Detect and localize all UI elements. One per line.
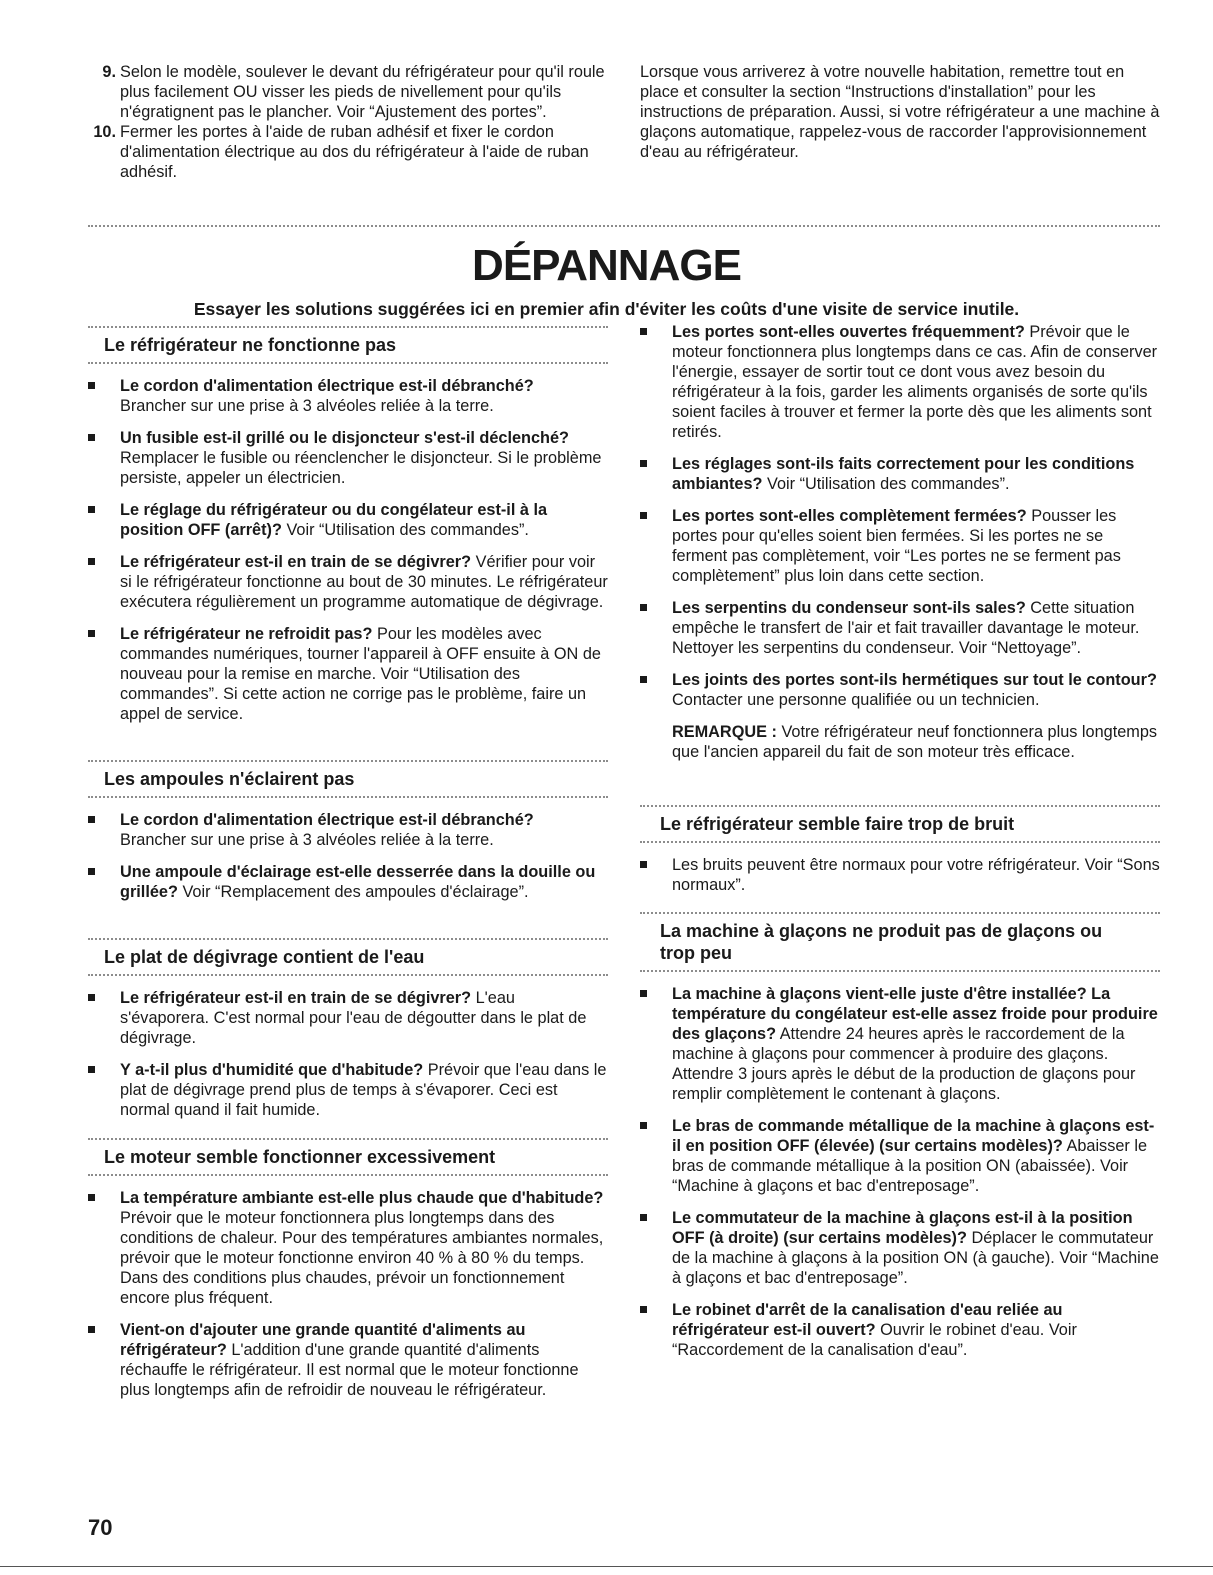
list-item	[640, 1208, 1160, 1288]
item-question: Les réglages sont-ils faits correctement pour les conditions ambiantes?	[672, 455, 1135, 493]
item-answer: Remplacer le fusible ou réenclencher le disjoncteur. Si le problème persiste, appeler un électricien.	[120, 449, 602, 487]
section-rule-top	[88, 1138, 608, 1140]
troubleshooting-list	[640, 855, 1160, 895]
bullet-icon	[640, 1122, 647, 1129]
list-item	[640, 1116, 1160, 1196]
troubleshooting-list	[640, 322, 1160, 710]
item-answer: Prévoir que le moteur fonctionnera plus longtemps dans des conditions de chaleur. Pour des températures ambiantes normales, prévoir que le moteur fonctionne environ 40 % à 80 % du temps. Dans des conditions plus chaudes, prévoir un fonctionnement encore plus fréquent.	[120, 1209, 604, 1307]
item-answer: Voir “Remplacement des ampoules d'éclairage”.	[182, 883, 529, 901]
troubleshooting-list	[88, 988, 608, 1120]
step-10	[88, 122, 608, 182]
section-rule-top	[88, 760, 608, 762]
list-item	[640, 984, 1160, 1104]
list-item	[88, 428, 608, 488]
section-rule-bottom	[640, 841, 1160, 843]
list-item	[640, 855, 1160, 895]
item-question: Le réfrigérateur est-il en train de se dégivrer?	[120, 553, 472, 571]
note-label: REMARQUE :	[672, 723, 777, 741]
step-number: 9.	[102, 63, 116, 81]
bullet-icon	[88, 382, 95, 389]
item-answer: Voir “Utilisation des commandes”.	[767, 475, 1010, 493]
item-question: Un fusible est-il grillé ou le disjoncteur s'est-il déclenché?	[120, 429, 569, 447]
section-title: Le moteur semble fonctionner excessivement	[104, 1147, 496, 1167]
list-item	[88, 988, 608, 1048]
list-item	[640, 454, 1160, 494]
item-answer: Pour les modèles avec commandes numériques, tourner l'appareil à OFF ensuite à ON de nouveau pour la remise en marche. Voir “Utilisation des commandes”. Si cette action ne corrige pas le problème, faire un appel de service.	[120, 625, 601, 723]
page-title: DÉPANNAGE	[472, 241, 741, 290]
section-rule-top	[640, 805, 1160, 807]
moving-note-text: Lorsque vous arriverez à votre nouvelle habitation, remettre tout en place et consulter la section “Instructions d'installation” pour les instructions de préparation. Aussi, si votre réfrigérateur a une machine à glaçons automatique, rappelez-vous de raccorder l'approvisionnement d'eau au réfrigérateur.	[640, 63, 1160, 161]
item-answer: Brancher sur une prise à 3 alvéoles reliée à la terre.	[120, 397, 494, 415]
section-rule-top	[88, 326, 608, 328]
section-motor-continued	[640, 322, 1160, 762]
section-rule-bottom	[88, 1174, 608, 1176]
bullet-icon	[88, 1066, 95, 1073]
section-rule-top	[640, 912, 1160, 914]
bullet-icon	[640, 861, 647, 868]
list-item	[88, 1060, 608, 1120]
bullet-icon	[640, 1214, 647, 1221]
section-title: La machine à glaçons ne produit pas de glaçons ou trop peu	[660, 921, 1103, 963]
troubleshooting-list	[88, 376, 608, 724]
bullet-icon	[640, 604, 647, 611]
bullet-icon	[88, 1326, 95, 1333]
step-text: Fermer les portes à l'aide de ruban adhésif et fixer le cordon d'alimentation électrique au dos du réfrigérateur à l'aide de ruban adhésif.	[120, 123, 589, 181]
item-question: La machine à glaçons vient-elle juste d'être installée? La température du congélateur est-elle assez froide pour produire des glaçons?	[672, 985, 1158, 1043]
section-rule-bottom	[88, 974, 608, 976]
item-answer: Ouvrir le robinet d'eau. Voir “Raccordement de la canalisation d'eau”.	[672, 1321, 1077, 1359]
item-question: Le cordon d'alimentation électrique est-il débranché?	[120, 811, 534, 829]
moving-steps	[88, 62, 608, 182]
item-answer: Les bruits peuvent être normaux pour votre réfrigérateur. Voir “Sons normaux”.	[672, 856, 1160, 894]
item-answer: Déplacer le commutateur de la machine à glaçons à la position ON (à gauche). Voir “Machine à glaçons et bac d'entreposage”.	[672, 1229, 1159, 1287]
item-answer: Prévoir que le moteur fonctionnera plus longtemps dans ce cas. Afin de conserver l'énergie, essayer de sortir tout ce dont vous avez besoin du réfrigérateur à la fois, garder les aliments organisés de sorte qu'ils soient faciles à trouver et fermer la porte dès que les aliments sont retirés.	[672, 323, 1158, 441]
section-bulbs	[88, 760, 608, 914]
bullet-icon	[88, 868, 95, 875]
bullet-icon	[640, 676, 647, 683]
item-answer: Attendre 24 heures après le raccordement de la machine à glaçons pour commencer à produire des glaçons. Attendre 3 jours après le début de la production de glaçons pour remplir complètement le contenant à glaçons.	[672, 1025, 1136, 1103]
section-rule-bottom	[640, 970, 1160, 972]
page-bottom-rule	[0, 1566, 1213, 1567]
note	[640, 722, 1160, 762]
item-question: La température ambiante est-elle plus chaude que d'habitude?	[120, 1189, 604, 1207]
item-answer: L'eau s'évaporera. C'est normal pour l'eau de dégoutter dans le plat de dégivrage.	[120, 989, 587, 1047]
bullet-icon	[640, 990, 647, 997]
item-answer: Prévoir que l'eau dans le plat de dégivrage prend plus de temps à s'évaporer. Ceci est normal quand il fait humide.	[120, 1061, 607, 1119]
section-title: Le plat de dégivrage contient de l'eau	[104, 947, 425, 967]
bullet-icon	[88, 506, 95, 513]
troubleshooting-list	[640, 984, 1160, 1360]
item-question: Les portes sont-elles complètement fermées?	[672, 507, 1027, 525]
section-motor	[88, 1138, 608, 1412]
bullet-icon	[88, 994, 95, 1001]
bullet-icon	[88, 434, 95, 441]
item-question: Le réfrigérateur ne refroidit pas?	[120, 625, 373, 643]
section-title: Les ampoules n'éclairent pas	[104, 769, 355, 789]
page-number: 70	[88, 1515, 113, 1540]
item-question: Le réglage du réfrigérateur ou du congélateur est-il à la position OFF (arrêt)?	[120, 501, 548, 539]
section-rule-top	[88, 938, 608, 940]
section-noise	[640, 805, 1160, 907]
troubleshooting-list	[88, 810, 608, 902]
troubleshooting-list	[88, 1188, 608, 1400]
list-item	[640, 506, 1160, 586]
bullet-icon	[88, 816, 95, 823]
item-answer: Cette situation empêche le transfert de l'air et fait travailler davantage le moteur. Nettoyer les serpentins du condenseur. Voir “Nettoyage”.	[672, 599, 1140, 657]
section-rule-bottom	[88, 362, 608, 364]
item-answer: L'addition d'une grande quantité d'aliments réchauffe le réfrigérateur. Il est normal que le moteur fonctionne plus longtemps afin de refroidir de nouveau le réfrigérateur.	[120, 1341, 579, 1399]
bullet-icon	[640, 328, 647, 335]
bullet-icon	[640, 460, 647, 467]
list-item	[88, 1320, 608, 1400]
item-answer: Voir “Utilisation des commandes”.	[286, 521, 529, 539]
list-item	[88, 1188, 608, 1308]
item-question: Le commutateur de la machine à glaçons est-il à la position OFF (à droite) (sur certains modèles)?	[672, 1209, 1133, 1247]
list-item	[88, 624, 608, 724]
page-subtitle: Essayer les solutions suggérées ici en premier afin d'éviter les coûts d'une visite de service inutile.	[193, 299, 1020, 319]
section-title: Le réfrigérateur ne fonctionne pas	[104, 335, 397, 355]
section-divider	[88, 225, 1160, 227]
bullet-icon	[640, 512, 647, 519]
step-number: 10.	[93, 123, 116, 141]
list-item	[88, 810, 608, 850]
item-question: Le robinet d'arrêt de la canalisation d'eau reliée au réfrigérateur est-il ouvert?	[672, 1301, 1063, 1339]
list-item	[88, 376, 608, 416]
list-item	[88, 552, 608, 612]
item-answer: Abaisser le bras de commande métallique à la position ON (abaissée). Voir “Machine à glaçons et bac d'entreposage”.	[672, 1137, 1148, 1195]
list-item	[640, 670, 1160, 710]
note-text: Votre réfrigérateur neuf fonctionnera plus longtemps que l'ancien appareil du fait de son moteur très efficace.	[672, 723, 1158, 761]
bullet-icon	[88, 558, 95, 565]
item-answer: Contacter une personne qualifiée ou un technicien.	[672, 691, 1040, 709]
list-item	[88, 500, 608, 540]
item-question: Une ampoule d'éclairage est-elle desserrée dans la douille ou grillée?	[120, 863, 596, 901]
moving-note	[640, 62, 1160, 162]
item-answer: Brancher sur une prise à 3 alvéoles reliée à la terre.	[120, 831, 494, 849]
item-question: Les portes sont-elles ouvertes fréquemment?	[672, 323, 1025, 341]
bullet-icon	[88, 1194, 95, 1201]
item-question: Le réfrigérateur est-il en train de se dégivrer?	[120, 989, 472, 1007]
step-9	[88, 62, 608, 122]
list-item	[88, 862, 608, 902]
item-question: Les joints des portes sont-ils hermétiques sur tout le contour?	[672, 671, 1157, 689]
item-question: Y a-t-il plus d'humidité que d'habitude?	[120, 1061, 424, 1079]
item-answer: Vérifier pour voir si le réfrigérateur fonctionne au bout de 30 minutes. Le réfrigérateur exécutera régulièrement un programme automatique de dégivrage.	[120, 553, 608, 611]
bullet-icon	[640, 1306, 647, 1313]
section-ice-maker	[640, 912, 1160, 1372]
item-question: Vient-on d'ajouter une grande quantité d'aliments au réfrigérateur?	[120, 1321, 526, 1359]
section-defrost-pan	[88, 938, 608, 1132]
item-question: Le cordon d'alimentation électrique est-il débranché?	[120, 377, 534, 395]
section-not-working	[88, 326, 608, 736]
item-question: Les serpentins du condenseur sont-ils sales?	[672, 599, 1026, 617]
bullet-icon	[88, 630, 95, 637]
item-question: Le bras de commande métallique de la machine à glaçons est-il en position OFF (élevée) (sur certains modèles)?	[672, 1117, 1155, 1155]
section-rule-bottom	[88, 796, 608, 798]
step-text: Selon le modèle, soulever le devant du réfrigérateur pour qu'il roule plus facilement OU visser les pieds de nivellement pour qu'ils n'égratignent pas le plancher. Voir “Ajustement des portes”.	[120, 63, 605, 121]
section-title: Le réfrigérateur semble faire trop de bruit	[660, 814, 1015, 834]
list-item	[640, 598, 1160, 658]
list-item	[640, 322, 1160, 442]
list-item	[640, 1300, 1160, 1360]
item-answer: Pousser les portes pour qu'elles soient bien fermées. Si les portes ne se ferment pas complètement, voir “Les portes ne se ferment pas complètement” plus loin dans cette section.	[672, 507, 1121, 585]
